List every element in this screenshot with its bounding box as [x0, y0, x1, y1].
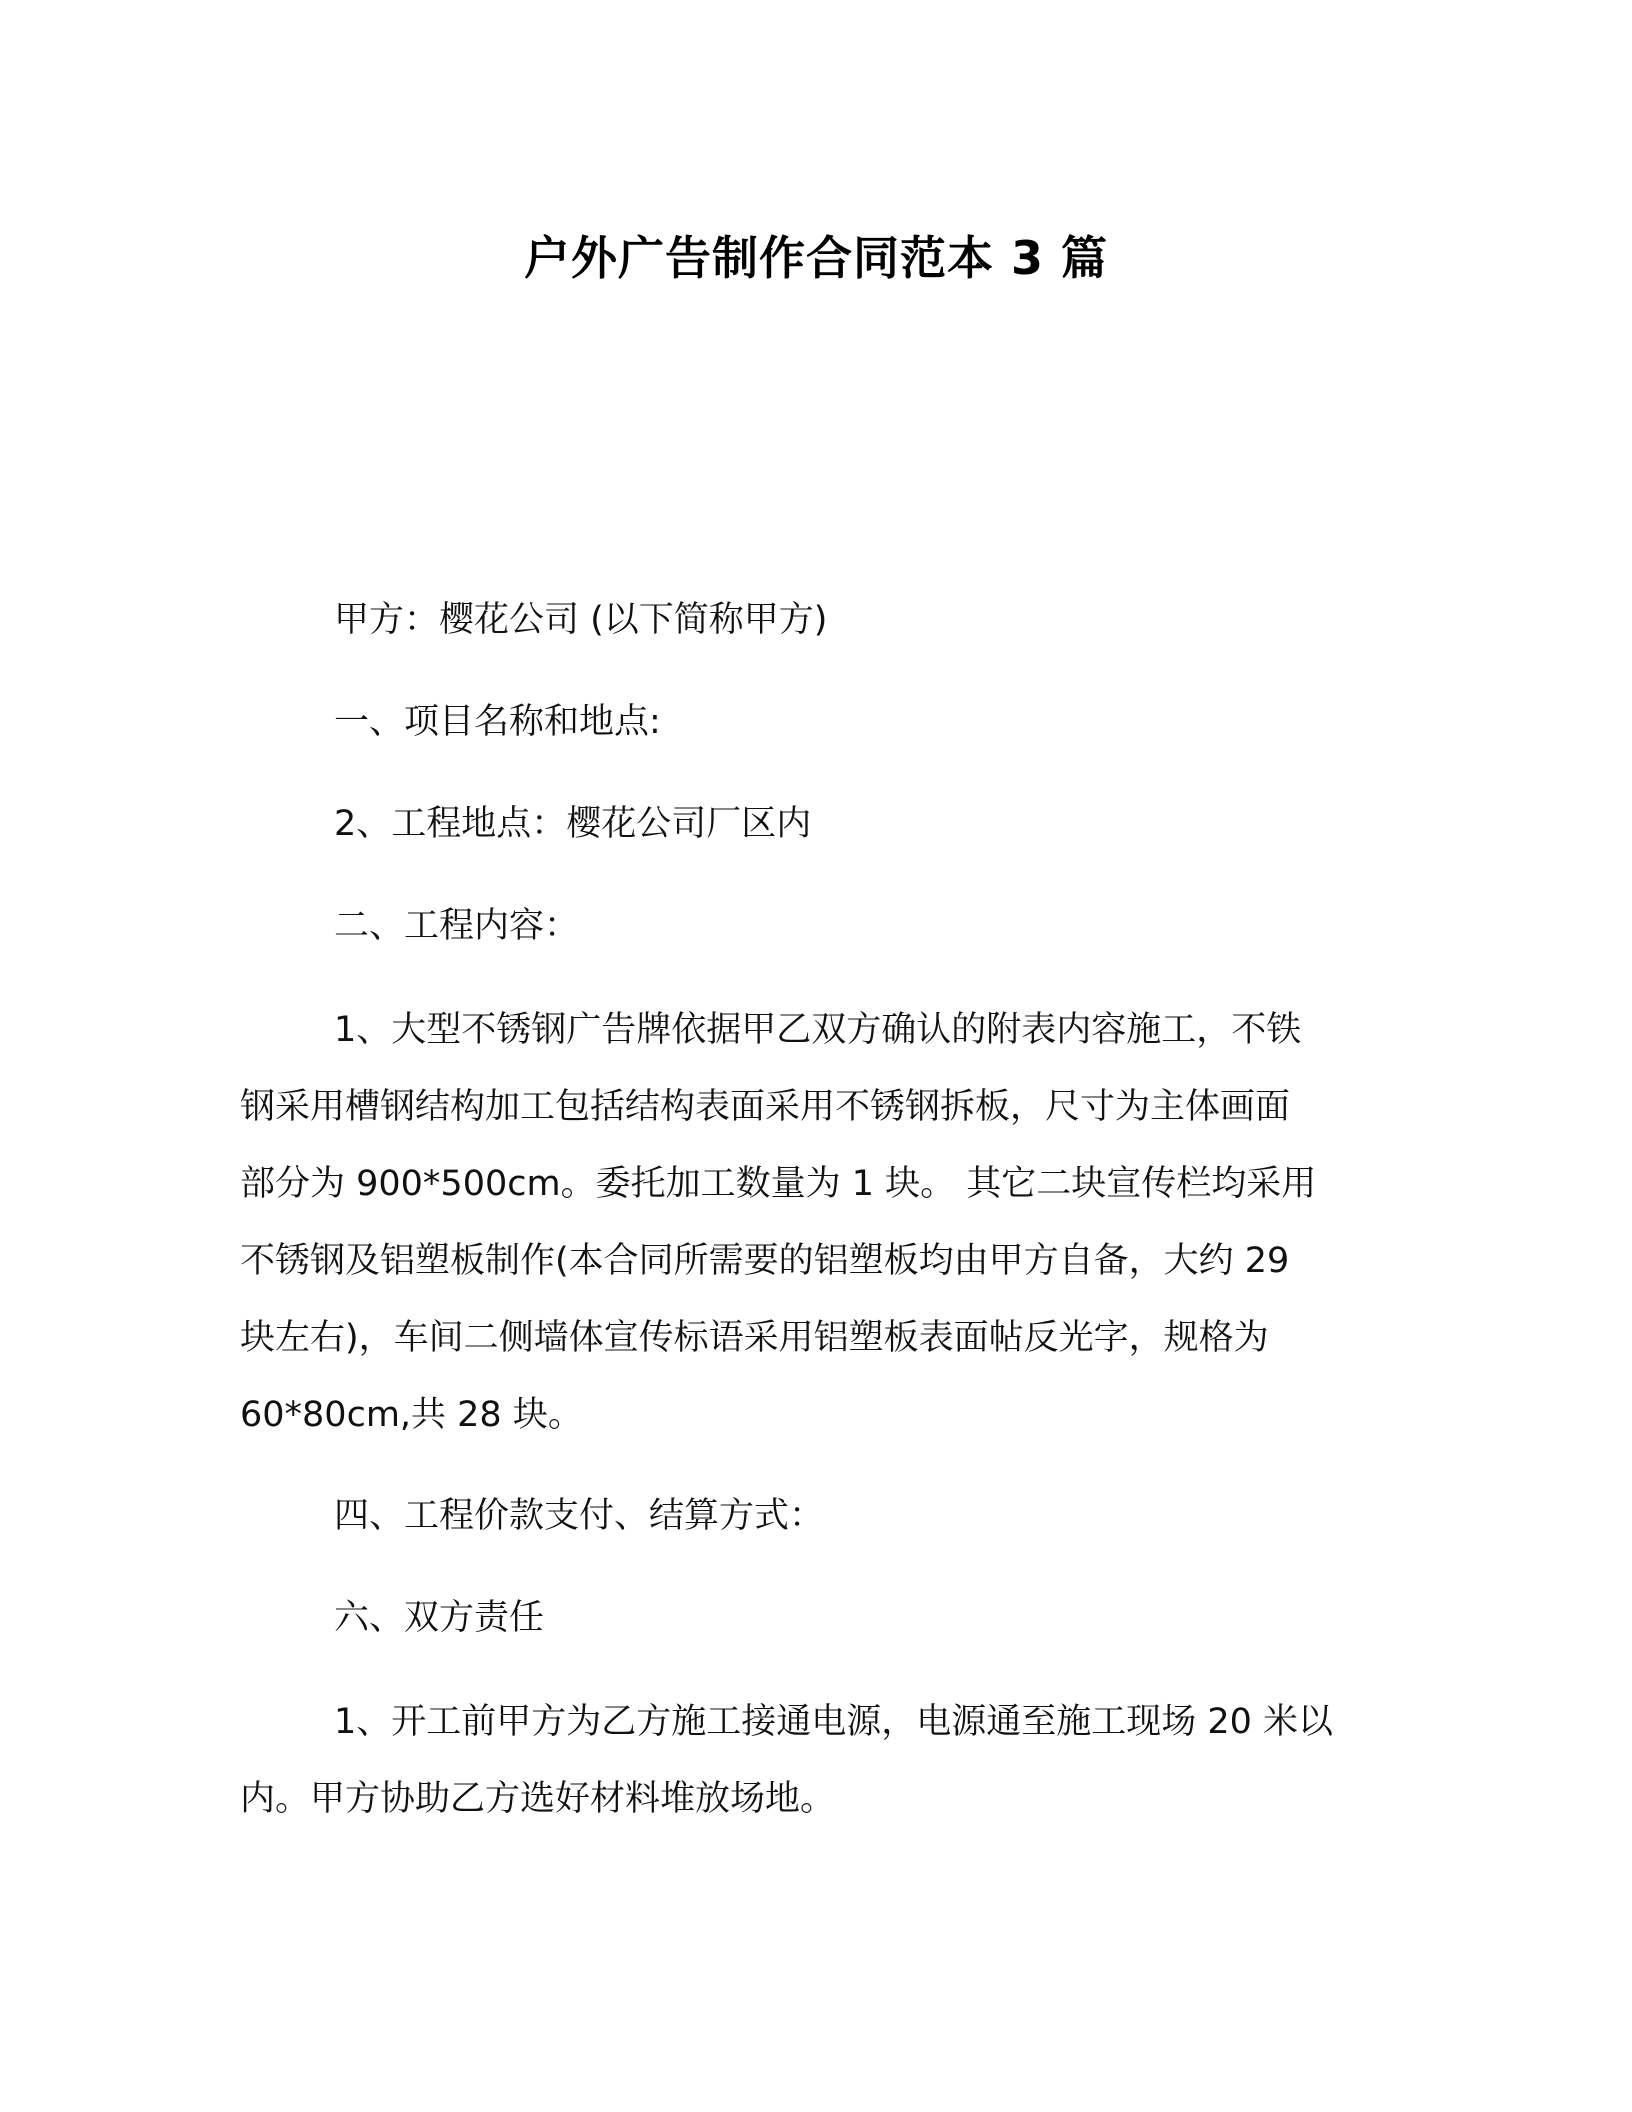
- section-6-heading: 六、双方责任: [334, 1598, 545, 1638]
- section-4-heading: 四、工程价款支付、结算方式：: [334, 1496, 825, 1536]
- content-item-1-line-2: 钢采用槽钢结构加工包括结构表面采用不锈钢拆板，尺寸为主体画面: [240, 1087, 1291, 1127]
- party-a-line: 甲方：樱花公司 (以下简称甲方): [334, 600, 828, 640]
- responsibility-item-1: [240, 1702, 1400, 1856]
- content-item-1: [240, 1010, 1400, 1472]
- content-item-1-line-3: 部分为 900*500cm。委托加工数量为 1 块。 其它二块宣传栏均采用: [240, 1164, 1317, 1204]
- project-location-item: 2、工程地点：樱花公司厂区内: [334, 804, 812, 844]
- content-item-1-line-1: 1、大型不锈钢广告牌依据甲乙双方确认的附表内容施工，不铁: [334, 1010, 1302, 1050]
- content-item-1-line-4: 不锈钢及铝塑板制作(本合同所需要的铝塑板均由甲方自备，大约 29: [240, 1241, 1290, 1281]
- content-item-1-line-6: 60*80cm,共 28 块。: [240, 1395, 583, 1435]
- responsibility-item-1-line-1: 1、开工前甲方为乙方施工接通电源，电源通至施工现场 20 米以: [334, 1702, 1334, 1742]
- responsibility-item-1-line-2: 内。甲方协助乙方选好材料堆放场地。: [240, 1779, 836, 1819]
- document-title: 户外广告制作合同范本 3 篇: [523, 231, 1109, 285]
- content-item-1-line-5: 块左右)，车间二侧墙体宣传标语采用铝塑板表面帖反光字，规格为: [240, 1318, 1269, 1358]
- section-2-heading: 二、工程内容：: [334, 906, 580, 946]
- section-1-heading: 一、项目名称和地点:: [334, 702, 661, 742]
